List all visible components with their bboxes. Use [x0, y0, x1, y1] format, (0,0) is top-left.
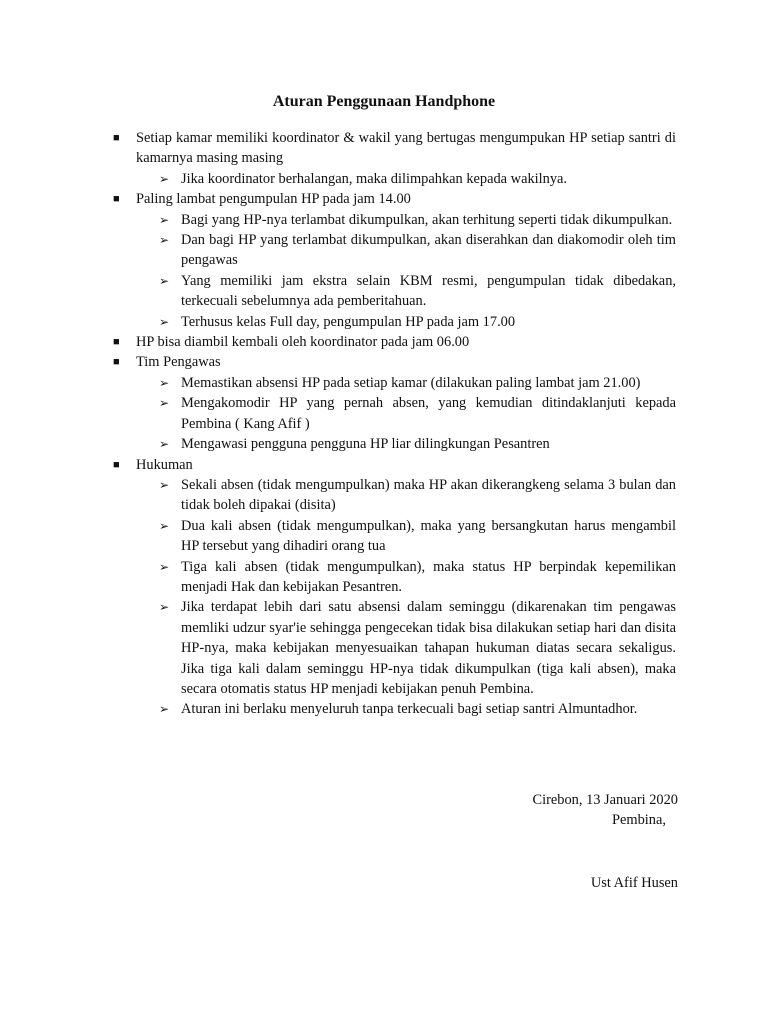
sub-rule-item: [159, 557, 676, 598]
rule-item: [113, 455, 676, 475]
square-bullet-icon: ■: [113, 458, 120, 471]
arrow-bullet-icon: ➢: [159, 375, 170, 390]
sub-rule-text: Tiga kali absen (tidak mengumpulkan), maka status HP berpindak kepemilikan menjadi Hak dan kebijakan Pesantren.: [181, 558, 676, 595]
sub-rule-item: [159, 475, 676, 516]
signatory-name: Ust Afif Husen: [590, 874, 678, 891]
sub-rule-item: [159, 393, 676, 434]
sub-rule-item: [159, 434, 676, 454]
square-bullet-icon: ■: [113, 132, 120, 144]
arrow-bullet-icon: ➢: [159, 702, 170, 717]
rule-item: [113, 332, 676, 352]
sub-rule-item: [159, 516, 676, 557]
sub-rule-item: [159, 210, 676, 230]
sub-rule-item: [159, 169, 676, 189]
sub-rule-text: Jika terdapat lebih dari satu absensi dalam seminggu (dikarenakan tim pengawas memliki udzur syar'ie sehingga pengecekan tidak bisa dilakukan setiap hari dan disita HP-nya, maka kebijakan menyesuaikan tahapan hukuman diatas secara sekaligus. Jika tiga kali dalam seminggu HP-nya tidak dikumpulkan (tiga kali absen), maka secara otomatis status HP menjadi kebijakan penuh Pembina.: [181, 599, 676, 697]
sub-rule-item: [159, 373, 676, 393]
arrow-bullet-icon: ➢: [159, 437, 170, 452]
sub-rule-text: Sekali absen (tidak mengumpulkan) maka HP akan dikerangkeng selama 3 bulan dan tidak boleh dipakai (disita): [181, 476, 676, 514]
arrow-bullet-icon: ➢: [159, 477, 170, 492]
arrow-bullet-icon: ➢: [159, 518, 170, 533]
square-bullet-icon: ■: [113, 336, 120, 349]
sub-rule-item: [159, 312, 676, 332]
rule-text: Hukuman: [136, 456, 193, 473]
sub-rule-text: Aturan ini berlaku menyeluruh tanpa terkecuali bagi setiap santri Almuntadhor.: [181, 701, 638, 718]
document-title: Aturan Penggunaan Handphone: [272, 93, 496, 110]
sub-rule-text: Mengakomodir HP yang pernah absen, yang kemudian ditindaklanjuti kepada Pembina ( Kang Afif ): [181, 395, 676, 432]
arrow-bullet-icon: ➢: [159, 559, 170, 574]
rule-item: [113, 128, 676, 169]
rule-item: [113, 189, 676, 209]
sub-rule-item: [159, 271, 676, 312]
rule-text: Setiap kamar memiliki koordinator & wakil yang bertugas mengumpukan HP setiap santri di kamarnya masing masing: [136, 130, 676, 167]
sub-rule-text: Dan bagi HP yang terlambat dikumpulkan, akan diserahkan dan diakomodir oleh tim pengawas: [181, 232, 676, 269]
rules-list: [113, 128, 676, 720]
arrow-bullet-icon: ➢: [159, 233, 170, 248]
arrow-bullet-icon: ➢: [159, 314, 170, 329]
sub-rule-item: [159, 597, 676, 699]
square-bullet-icon: ■: [113, 193, 120, 206]
place-date: Cirebon, 13 Januari 2020: [532, 792, 678, 808]
signatory-role: Pembina,: [612, 812, 666, 829]
sub-rule-text: Bagi yang HP-nya terlambat dikumpulkan, akan terhitung seperti tidak dikumpulkan.: [181, 211, 673, 228]
sub-rule-text: Dua kali absen (tidak mengumpulkan), maka yang bersangkutan harus mengambil HP tersebut yang dihadiri orang tua: [181, 517, 676, 555]
sub-rule-item: [159, 230, 676, 271]
rule-text: Paling lambat pengumpulan HP pada jam 14.00: [136, 191, 411, 208]
sub-rule-item: [159, 699, 676, 719]
sub-rule-text: Terhusus kelas Full day, pengumpulan HP pada jam 17.00: [181, 313, 516, 330]
arrow-bullet-icon: ➢: [159, 600, 170, 615]
square-bullet-icon: ■: [113, 356, 120, 369]
arrow-bullet-icon: ➢: [159, 396, 170, 411]
rule-text: Tim Pengawas: [136, 354, 221, 371]
sub-rule-text: Jika koordinator berhalangan, maka dilimpahkan kepada wakilnya.: [181, 170, 568, 187]
sub-rule-text: Memastikan absensi HP pada setiap kamar (dilakukan paling lambat jam 21.00): [181, 374, 641, 391]
rule-item: [113, 352, 676, 372]
signature-block: [378, 790, 678, 893]
rule-text: HP bisa diambil kembali oleh koordinator pada jam 06.00: [136, 334, 470, 351]
arrow-bullet-icon: ➢: [159, 171, 170, 186]
arrow-bullet-icon: ➢: [159, 273, 170, 288]
sub-rule-text: Mengawasi pengguna pengguna HP liar dilingkungan Pesantren: [181, 436, 550, 453]
sub-rule-text: Yang memiliki jam ekstra selain KBM resmi, pengumpulan tidak dibedakan, terkecuali sebelumnya ada pemberitahuan.: [181, 272, 676, 310]
arrow-bullet-icon: ➢: [159, 212, 170, 227]
